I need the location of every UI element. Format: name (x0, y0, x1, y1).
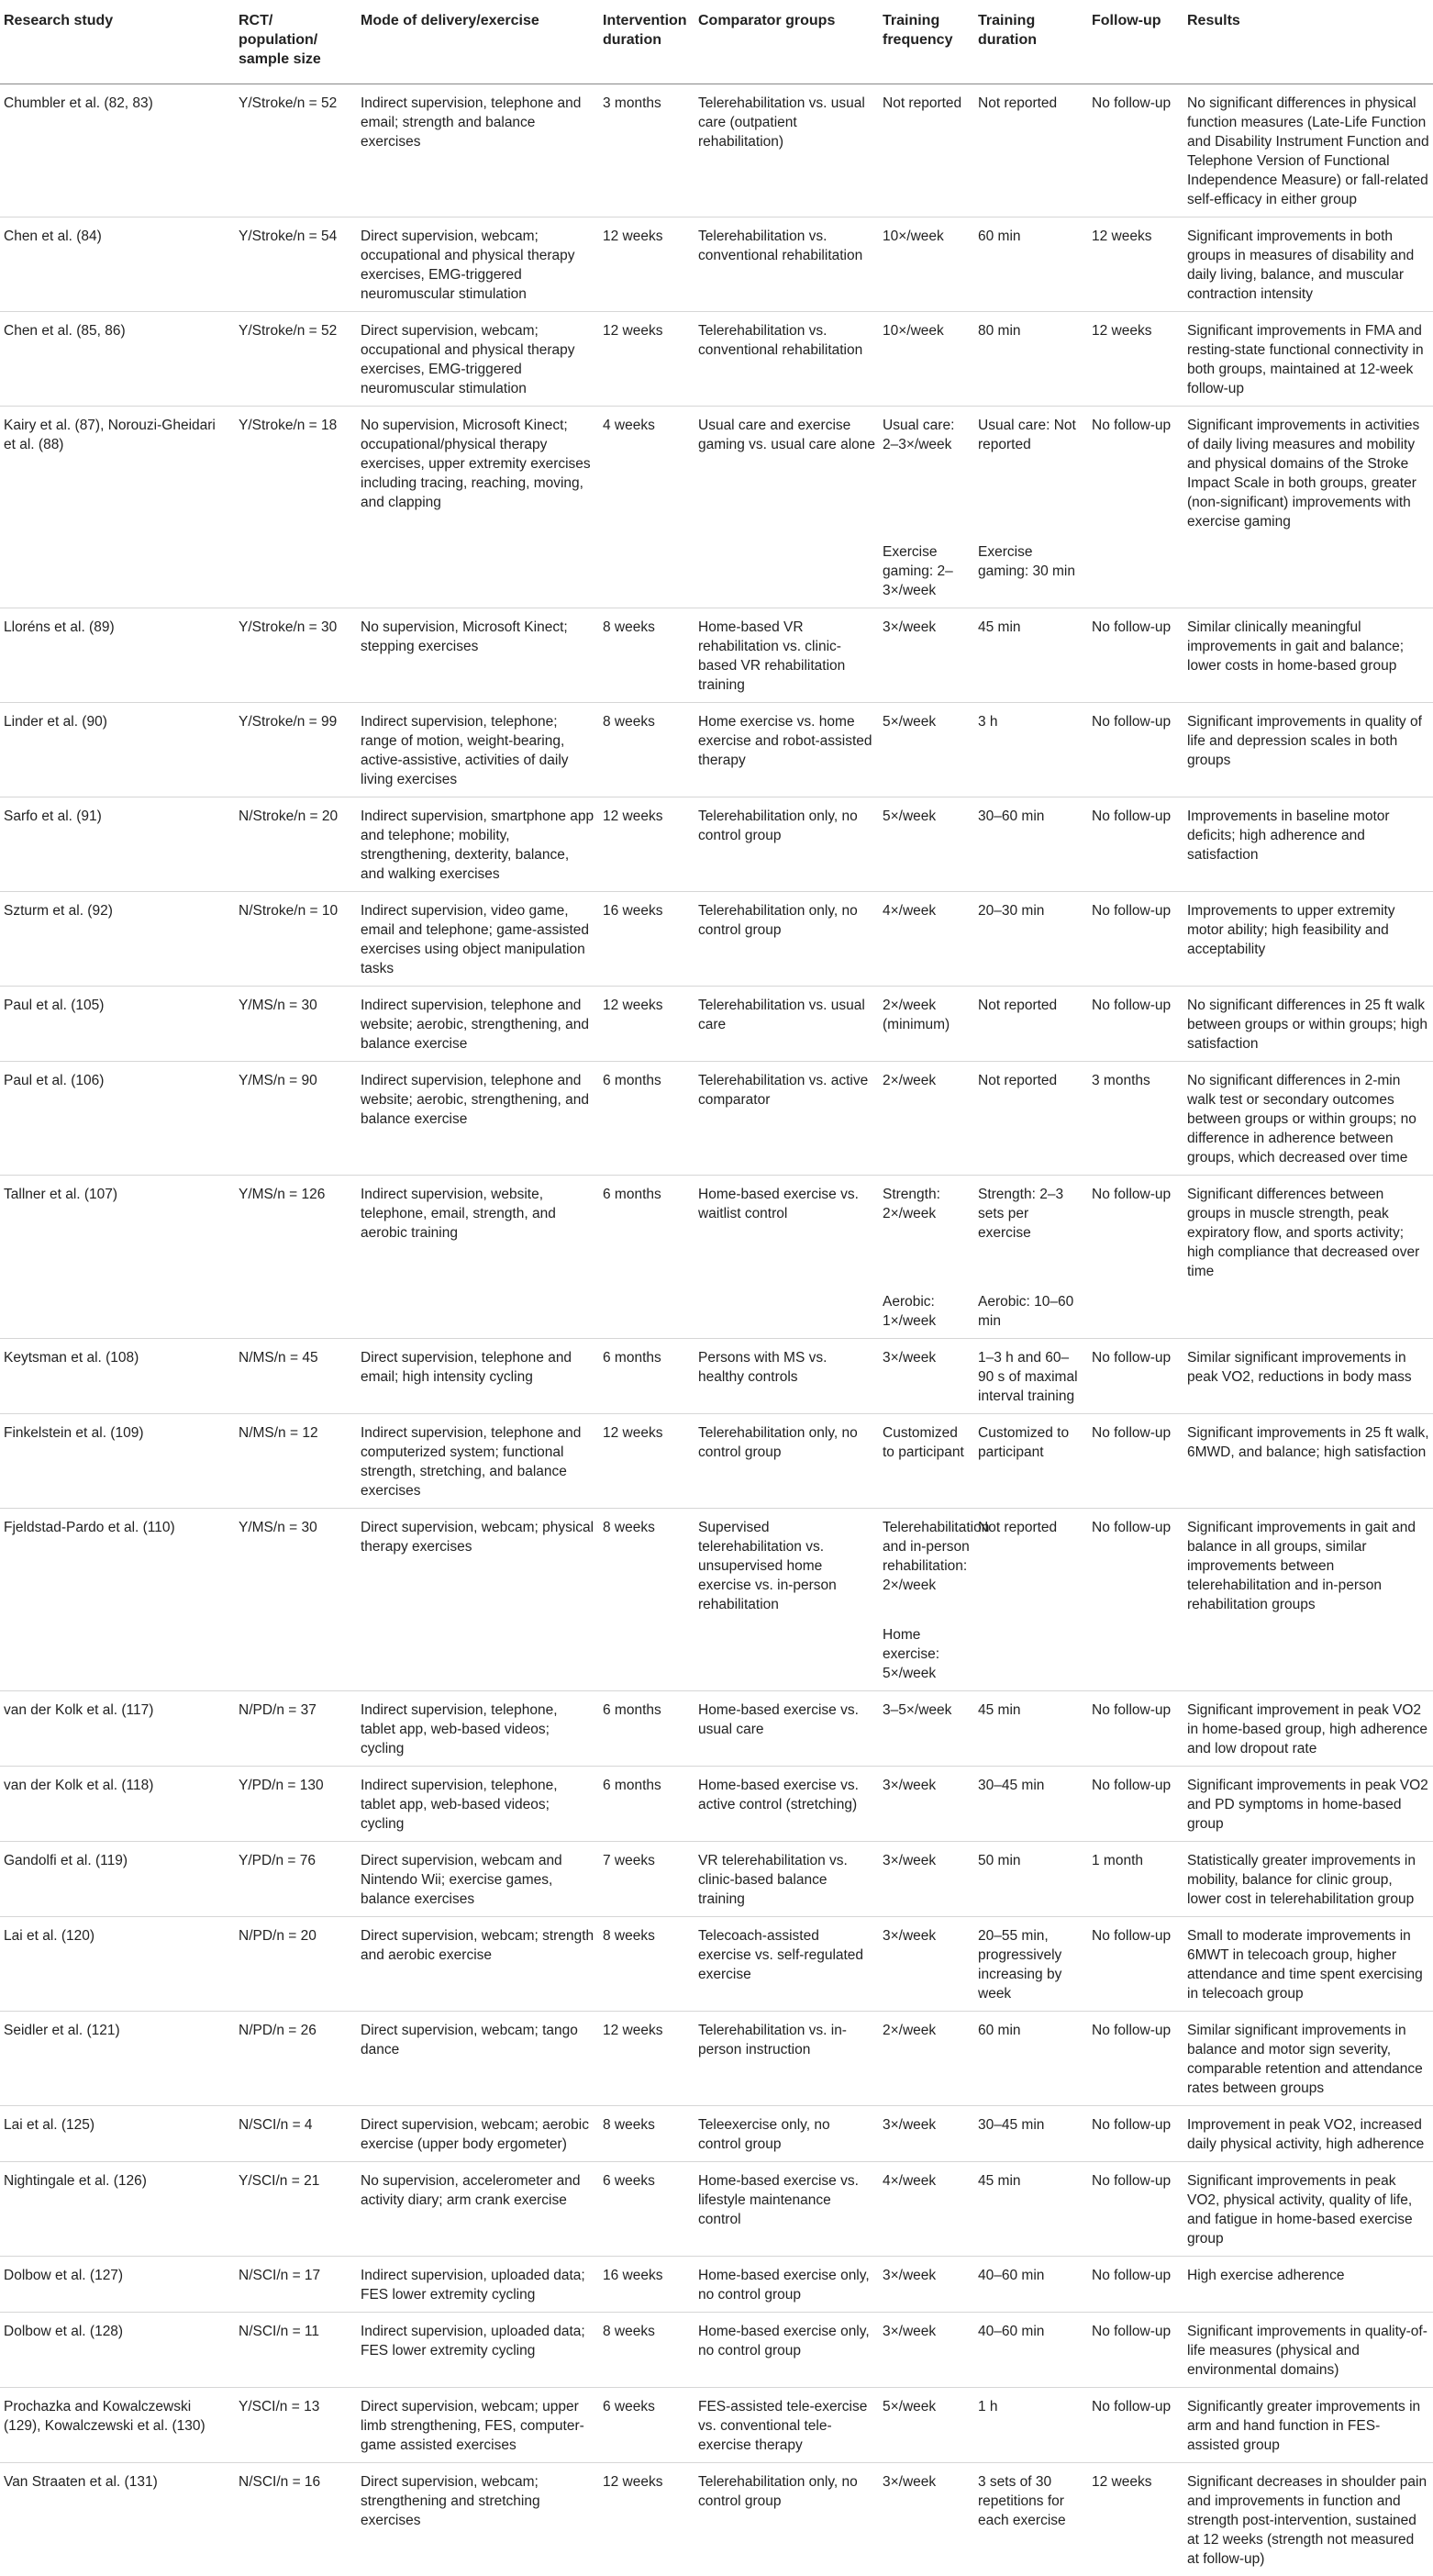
cell-rct-population: Y/Stroke/n = 30 (235, 608, 357, 703)
cell-intervention-duration: 8 weeks (599, 703, 694, 797)
cell-training-duration: 45 min (974, 1691, 1088, 1767)
cell-training-duration: Not reported (974, 1509, 1088, 1623)
cell-comparator-groups: Telerehabilitation vs. in-person instruction (694, 2012, 879, 2106)
cell-results: No significant differences in physical function measures (Late-Life Function and Disability Instrument Function and Telephone Version of Functional Independence Measure) or fall-related self-efficacy in either group (1183, 84, 1433, 217)
cell-rct-population: N/SCI/n = 16 (235, 2463, 357, 2576)
cell-comparator-groups (694, 539, 879, 608)
table-row (0, 84, 1433, 217)
cell-comparator-groups: Home-based exercise only, no control group (694, 2257, 879, 2313)
cell-follow-up: No follow-up (1088, 84, 1183, 217)
cell-study: Lloréns et al. (89) (0, 608, 235, 703)
cell-training-frequency: 3–5×/week (879, 1691, 974, 1767)
cell-comparator-groups (694, 1288, 879, 1339)
cell-study (0, 539, 235, 608)
cell-intervention-duration: 12 weeks (599, 2463, 694, 2576)
cell-intervention-duration: 6 weeks (599, 2388, 694, 2463)
cell-training-frequency: 5×/week (879, 2388, 974, 2463)
cell-training-frequency: Customized to participant (879, 1414, 974, 1509)
table-body (0, 84, 1433, 2576)
cell-training-duration: 1 h (974, 2388, 1088, 2463)
cell-follow-up: 12 weeks (1088, 2463, 1183, 2576)
cell-results: Significant decreases in shoulder pain and improvements in function and strength post-intervention, sustained at 12 weeks (strength not measured at follow-up) (1183, 2463, 1433, 2576)
cell-results: Significant improvements in peak VO2 and PD symptoms in home-based group (1183, 1767, 1433, 1842)
cell-study: Van Straaten et al. (131) (0, 2463, 235, 2576)
cell-study: Chen et al. (85, 86) (0, 312, 235, 407)
cell-rct-population: Y/SCI/n = 13 (235, 2388, 357, 2463)
cell-study: Lai et al. (125) (0, 2106, 235, 2162)
cell-follow-up: 12 weeks (1088, 217, 1183, 312)
cell-training-duration: 20–55 min, progressively increasing by week (974, 1917, 1088, 2012)
cell-mode-of-delivery: Indirect supervision, uploaded data; FES lower extremity cycling (357, 2257, 599, 2313)
cell-training-frequency: Telerehabilitation and in-person rehabilitation: 2×/week (879, 1509, 974, 1623)
cell-mode-of-delivery: Indirect supervision, website, telephone, email, strength, and aerobic training (357, 1176, 599, 1289)
cell-rct-population: N/Stroke/n = 20 (235, 797, 357, 892)
cell-comparator-groups: Supervised telerehabilitation vs. unsupervised home exercise vs. in-person rehabilitation (694, 1509, 879, 1623)
table-row (0, 2257, 1433, 2313)
cell-comparator-groups: Telecoach-assisted exercise vs. self-regulated exercise (694, 1917, 879, 2012)
cell-mode-of-delivery: Indirect supervision, telephone and computerized system; functional strength, stretching, and balance exercises (357, 1414, 599, 1509)
cell-follow-up: No follow-up (1088, 1339, 1183, 1414)
cell-intervention-duration: 16 weeks (599, 2257, 694, 2313)
cell-intervention-duration: 12 weeks (599, 987, 694, 1062)
table-row (0, 987, 1433, 1062)
cell-intervention-duration: 8 weeks (599, 2106, 694, 2162)
cell-study (0, 1288, 235, 1339)
cell-training-frequency: 5×/week (879, 797, 974, 892)
cell-study: van der Kolk et al. (118) (0, 1767, 235, 1842)
cell-follow-up: No follow-up (1088, 797, 1183, 892)
cell-training-frequency: 5×/week (879, 703, 974, 797)
cell-comparator-groups: Telerehabilitation vs. usual care (694, 987, 879, 1062)
cell-training-frequency: Exercise gaming: 2–3×/week (879, 539, 974, 608)
cell-mode-of-delivery: Direct supervision, webcam; strengthening and stretching exercises (357, 2463, 599, 2576)
col-header-comparator-groups: Comparator groups (694, 0, 879, 84)
cell-training-frequency: 3×/week (879, 2106, 974, 2162)
cell-training-frequency: Aerobic: 1×/week (879, 1288, 974, 1339)
table-row (0, 1767, 1433, 1842)
table-row (0, 2388, 1433, 2463)
cell-intervention-duration: 8 weeks (599, 1509, 694, 1623)
cell-mode-of-delivery: No supervision, accelerometer and activity diary; arm crank exercise (357, 2162, 599, 2257)
cell-results: Improvements to upper extremity motor ability; high feasibility and acceptability (1183, 892, 1433, 987)
cell-results: Improvement in peak VO2, increased daily physical activity, high adherence (1183, 2106, 1433, 2162)
cell-training-frequency: 3×/week (879, 1339, 974, 1414)
cell-training-duration: Not reported (974, 987, 1088, 1062)
cell-mode-of-delivery: Indirect supervision, smartphone app and telephone; mobility, strengthening, dexterity, balance, and walking exercises (357, 797, 599, 892)
cell-mode-of-delivery: Direct supervision, webcam; upper limb strengthening, FES, computer-game assisted exercises (357, 2388, 599, 2463)
col-header-training-frequency: Training frequency (879, 0, 974, 84)
cell-results: Significant improvements in gait and balance in all groups, similar improvements between telerehabilitation and in-person rehabilitation groups (1183, 1509, 1433, 1623)
cell-training-frequency: 3×/week (879, 1917, 974, 2012)
table-row (0, 1062, 1433, 1176)
cell-study: Finkelstein et al. (109) (0, 1414, 235, 1509)
cell-training-duration: Exercise gaming: 30 min (974, 539, 1088, 608)
cell-comparator-groups: Telerehabilitation only, no control group (694, 2463, 879, 2576)
table-row (0, 1414, 1433, 1509)
cell-follow-up: No follow-up (1088, 1509, 1183, 1623)
cell-mode-of-delivery: Indirect supervision, uploaded data; FES lower extremity cycling (357, 2313, 599, 2388)
cell-mode-of-delivery: Indirect supervision, telephone and email; strength and balance exercises (357, 84, 599, 217)
cell-results: Significant improvements in 25 ft walk, 6MWD, and balance; high satisfaction (1183, 1414, 1433, 1509)
cell-mode-of-delivery: Direct supervision, webcam; strength and aerobic exercise (357, 1917, 599, 2012)
cell-intervention-duration: 8 weeks (599, 608, 694, 703)
cell-training-duration: 30–45 min (974, 2106, 1088, 2162)
cell-results: No significant differences in 2-min walk test or secondary outcomes between groups or within groups; no difference in adherence between groups, which decreased over time (1183, 1062, 1433, 1176)
cell-intervention-duration: 8 weeks (599, 1917, 694, 2012)
cell-results: Significant improvement in peak VO2 in home-based group, high adherence and low dropout rate (1183, 1691, 1433, 1767)
col-header-mode-of-delivery: Mode of delivery/exercise (357, 0, 599, 84)
cell-training-frequency: Home exercise: 5×/week (879, 1622, 974, 1691)
cell-study (0, 1622, 235, 1691)
cell-mode-of-delivery (357, 1622, 599, 1691)
cell-study: Sarfo et al. (91) (0, 797, 235, 892)
cell-study: Tallner et al. (107) (0, 1176, 235, 1289)
table-row-continuation (0, 539, 1433, 608)
cell-rct-population (235, 1288, 357, 1339)
cell-mode-of-delivery: Direct supervision, webcam; occupational and physical therapy exercises, EMG-triggered neuromuscular stimulation (357, 312, 599, 407)
cell-rct-population (235, 539, 357, 608)
col-header-rct-population: RCT/ population/ sample size (235, 0, 357, 84)
cell-results: Significantly greater improvements in arm and hand function in FES-assisted group (1183, 2388, 1433, 2463)
cell-training-duration: Not reported (974, 84, 1088, 217)
cell-mode-of-delivery (357, 539, 599, 608)
cell-intervention-duration: 6 months (599, 1339, 694, 1414)
cell-follow-up: No follow-up (1088, 2257, 1183, 2313)
table-row (0, 217, 1433, 312)
cell-intervention-duration: 12 weeks (599, 312, 694, 407)
col-header-results: Results (1183, 0, 1433, 84)
cell-training-frequency: 10×/week (879, 312, 974, 407)
col-header-training-duration: Training duration (974, 0, 1088, 84)
table-row-continuation (0, 1288, 1433, 1339)
cell-follow-up: No follow-up (1088, 1767, 1183, 1842)
cell-comparator-groups: Home-based VR rehabilitation vs. clinic-based VR rehabilitation training (694, 608, 879, 703)
cell-follow-up: No follow-up (1088, 987, 1183, 1062)
table-row (0, 2106, 1433, 2162)
cell-mode-of-delivery: No supervision, Microsoft Kinect; occupational/physical therapy exercises, upper extremity exercises including tracing, reaching, moving, and clapping (357, 407, 599, 540)
cell-training-frequency: 3×/week (879, 1842, 974, 1917)
cell-training-duration: 45 min (974, 608, 1088, 703)
cell-mode-of-delivery: Direct supervision, webcam; physical therapy exercises (357, 1509, 599, 1623)
col-header-intervention-duration: Intervention duration (599, 0, 694, 84)
cell-training-duration: 30–60 min (974, 797, 1088, 892)
cell-results: Significant differences between groups in muscle strength, peak expiratory flow, and sports activity; high compliance that decreased over time (1183, 1176, 1433, 1289)
cell-training-duration: 40–60 min (974, 2257, 1088, 2313)
cell-training-frequency: 3×/week (879, 608, 974, 703)
cell-training-duration: Not reported (974, 1062, 1088, 1176)
cell-rct-population: Y/MS/n = 126 (235, 1176, 357, 1289)
cell-results (1183, 1288, 1433, 1339)
table-row-continuation (0, 1622, 1433, 1691)
cell-comparator-groups: Telerehabilitation only, no control group (694, 892, 879, 987)
cell-study: Linder et al. (90) (0, 703, 235, 797)
cell-mode-of-delivery: Direct supervision, webcam and Nintendo Wii; exercise games, balance exercises (357, 1842, 599, 1917)
cell-rct-population: Y/PD/n = 76 (235, 1842, 357, 1917)
cell-training-duration: 50 min (974, 1842, 1088, 1917)
cell-mode-of-delivery: Direct supervision, telephone and email; high intensity cycling (357, 1339, 599, 1414)
cell-comparator-groups: FES-assisted tele-exercise vs. conventional tele-exercise therapy (694, 2388, 879, 2463)
cell-intervention-duration: 6 months (599, 1176, 694, 1289)
cell-follow-up: No follow-up (1088, 2162, 1183, 2257)
cell-intervention-duration: 12 weeks (599, 217, 694, 312)
cell-mode-of-delivery: Indirect supervision, video game, email and telephone; game-assisted exercises using object manipulation tasks (357, 892, 599, 987)
col-header-follow-up: Follow-up (1088, 0, 1183, 84)
cell-results: Significant improvements in peak VO2, physical activity, quality of life, and fatigue in home-based exercise group (1183, 2162, 1433, 2257)
cell-results: Improvements in baseline motor deficits; high adherence and satisfaction (1183, 797, 1433, 892)
cell-training-duration: 1–3 h and 60–90 s of maximal interval training (974, 1339, 1088, 1414)
cell-follow-up: No follow-up (1088, 2106, 1183, 2162)
cell-training-duration: 60 min (974, 2012, 1088, 2106)
cell-rct-population: Y/Stroke/n = 54 (235, 217, 357, 312)
cell-intervention-duration (599, 1288, 694, 1339)
cell-training-frequency: 4×/week (879, 2162, 974, 2257)
table-row (0, 892, 1433, 987)
cell-comparator-groups: Telerehabilitation vs. conventional rehabilitation (694, 312, 879, 407)
cell-training-duration: 60 min (974, 217, 1088, 312)
cell-intervention-duration: 7 weeks (599, 1842, 694, 1917)
cell-rct-population: N/PD/n = 20 (235, 1917, 357, 2012)
cell-rct-population: N/PD/n = 37 (235, 1691, 357, 1767)
cell-study: Chumbler et al. (82, 83) (0, 84, 235, 217)
cell-mode-of-delivery: Indirect supervision, telephone; range of motion, weight-bearing, active-assistive, activities of daily living exercises (357, 703, 599, 797)
cell-training-duration: 40–60 min (974, 2313, 1088, 2388)
cell-intervention-duration: 3 months (599, 84, 694, 217)
cell-comparator-groups: Home-based exercise vs. waitlist control (694, 1176, 879, 1289)
cell-mode-of-delivery: No supervision, Microsoft Kinect; stepping exercises (357, 608, 599, 703)
cell-training-frequency: 10×/week (879, 217, 974, 312)
cell-intervention-duration: 6 months (599, 1691, 694, 1767)
cell-intervention-duration (599, 539, 694, 608)
cell-study: Keytsman et al. (108) (0, 1339, 235, 1414)
cell-comparator-groups: Persons with MS vs. healthy controls (694, 1339, 879, 1414)
table-row (0, 703, 1433, 797)
cell-study: Paul et al. (106) (0, 1062, 235, 1176)
table-row (0, 1842, 1433, 1917)
cell-study: van der Kolk et al. (117) (0, 1691, 235, 1767)
cell-intervention-duration: 6 months (599, 1767, 694, 1842)
cell-study: Kairy et al. (87), Norouzi-Gheidari et al. (88) (0, 407, 235, 540)
cell-rct-population: N/Stroke/n = 10 (235, 892, 357, 987)
table-row (0, 2313, 1433, 2388)
table-row (0, 1176, 1433, 1289)
cell-comparator-groups: Home-based exercise vs. active control (stretching) (694, 1767, 879, 1842)
table-row (0, 312, 1433, 407)
cell-mode-of-delivery: Direct supervision, webcam; occupational and physical therapy exercises, EMG-triggered neuromuscular stimulation (357, 217, 599, 312)
cell-training-frequency: Usual care: 2–3×/week (879, 407, 974, 540)
cell-comparator-groups: Home exercise vs. home exercise and robot-assisted therapy (694, 703, 879, 797)
cell-comparator-groups: Telerehabilitation only, no control group (694, 1414, 879, 1509)
cell-training-duration: 80 min (974, 312, 1088, 407)
cell-training-duration: 3 sets of 30 repetitions for each exercise (974, 2463, 1088, 2576)
cell-results: Similar significant improvements in balance and motor sign severity, comparable retention and attendance rates between groups (1183, 2012, 1433, 2106)
cell-results: High exercise adherence (1183, 2257, 1433, 2313)
cell-follow-up (1088, 1288, 1183, 1339)
cell-rct-population: N/SCI/n = 11 (235, 2313, 357, 2388)
cell-training-duration: 45 min (974, 2162, 1088, 2257)
cell-results: Similar clinically meaningful improvements in gait and balance; lower costs in home-based group (1183, 608, 1433, 703)
cell-study: Lai et al. (120) (0, 1917, 235, 2012)
cell-intervention-duration (599, 1622, 694, 1691)
cell-rct-population: Y/SCI/n = 21 (235, 2162, 357, 2257)
header-row (0, 0, 1433, 84)
cell-training-duration: Customized to participant (974, 1414, 1088, 1509)
cell-results: Significant improvements in FMA and resting-state functional connectivity in both groups, maintained at 12-week follow-up (1183, 312, 1433, 407)
cell-rct-population: N/SCI/n = 4 (235, 2106, 357, 2162)
cell-study: Gandolfi et al. (119) (0, 1842, 235, 1917)
cell-rct-population: N/PD/n = 26 (235, 2012, 357, 2106)
cell-follow-up: No follow-up (1088, 407, 1183, 540)
cell-rct-population: Y/Stroke/n = 52 (235, 312, 357, 407)
cell-follow-up: No follow-up (1088, 2012, 1183, 2106)
cell-intervention-duration: 6 weeks (599, 2162, 694, 2257)
cell-comparator-groups: Home-based exercise vs. usual care (694, 1691, 879, 1767)
col-header-research-study: Research study (0, 0, 235, 84)
cell-follow-up: 12 weeks (1088, 312, 1183, 407)
cell-comparator-groups: Telerehabilitation vs. active comparator (694, 1062, 879, 1176)
cell-study: Prochazka and Kowalczewski (129), Kowalczewski et al. (130) (0, 2388, 235, 2463)
cell-comparator-groups (694, 1622, 879, 1691)
table-row (0, 1339, 1433, 1414)
cell-follow-up (1088, 1622, 1183, 1691)
table-row (0, 407, 1433, 540)
cell-mode-of-delivery (357, 1288, 599, 1339)
cell-training-duration: 30–45 min (974, 1767, 1088, 1842)
cell-rct-population: Y/MS/n = 30 (235, 987, 357, 1062)
cell-results (1183, 1622, 1433, 1691)
cell-results: Significant improvements in activities of daily living measures and mobility and physical domains of the Stroke Impact Scale in both groups, greater (non-significant) improvements with exercise gaming (1183, 407, 1433, 540)
cell-follow-up: No follow-up (1088, 1917, 1183, 2012)
cell-training-duration (974, 1622, 1088, 1691)
cell-training-duration: Aerobic: 10–60 min (974, 1288, 1088, 1339)
cell-training-frequency: 2×/week (879, 2012, 974, 2106)
table-row (0, 608, 1433, 703)
cell-study: Fjeldstad-Pardo et al. (110) (0, 1509, 235, 1623)
cell-follow-up: No follow-up (1088, 892, 1183, 987)
cell-comparator-groups: Home-based exercise vs. lifestyle maintenance control (694, 2162, 879, 2257)
cell-intervention-duration: 4 weeks (599, 407, 694, 540)
cell-follow-up: No follow-up (1088, 608, 1183, 703)
cell-rct-population: N/MS/n = 45 (235, 1339, 357, 1414)
cell-study: Seidler et al. (121) (0, 2012, 235, 2106)
cell-mode-of-delivery: Direct supervision, webcam; aerobic exercise (upper body ergometer) (357, 2106, 599, 2162)
cell-rct-population: N/SCI/n = 17 (235, 2257, 357, 2313)
cell-results (1183, 539, 1433, 608)
cell-rct-population: Y/PD/n = 130 (235, 1767, 357, 1842)
cell-study: Chen et al. (84) (0, 217, 235, 312)
cell-rct-population: Y/MS/n = 90 (235, 1062, 357, 1176)
cell-mode-of-delivery: Indirect supervision, telephone and website; aerobic, strengthening, and balance exercise (357, 1062, 599, 1176)
cell-intervention-duration: 12 weeks (599, 2012, 694, 2106)
cell-training-frequency: Not reported (879, 84, 974, 217)
cell-training-frequency: 3×/week (879, 2257, 974, 2313)
cell-comparator-groups: Telerehabilitation only, no control group (694, 797, 879, 892)
cell-training-frequency: 4×/week (879, 892, 974, 987)
table-row (0, 2012, 1433, 2106)
cell-follow-up: No follow-up (1088, 2388, 1183, 2463)
cell-follow-up (1088, 539, 1183, 608)
cell-comparator-groups: Home-based exercise only, no control group (694, 2313, 879, 2388)
cell-study: Nightingale et al. (126) (0, 2162, 235, 2257)
cell-rct-population: N/MS/n = 12 (235, 1414, 357, 1509)
cell-results: Significant improvements in quality-of-life measures (physical and environmental domains) (1183, 2313, 1433, 2388)
cell-rct-population (235, 1622, 357, 1691)
table-row (0, 1509, 1433, 1623)
cell-results: Significant improvements in quality of life and depression scales in both groups (1183, 703, 1433, 797)
cell-results: Significant improvements in both groups in measures of disability and daily living, balance, and muscular contraction intensity (1183, 217, 1433, 312)
cell-training-frequency: 3×/week (879, 1767, 974, 1842)
cell-training-duration: 20–30 min (974, 892, 1088, 987)
cell-results: Statistically greater improvements in mobility, balance for clinic group, lower cost in telerehabilitation group (1183, 1842, 1433, 1917)
cell-follow-up: 1 month (1088, 1842, 1183, 1917)
cell-intervention-duration: 8 weeks (599, 2313, 694, 2388)
cell-results: No significant differences in 25 ft walk between groups or within groups; high satisfaction (1183, 987, 1433, 1062)
cell-follow-up: No follow-up (1088, 2313, 1183, 2388)
cell-comparator-groups: Telerehabilitation vs. conventional rehabilitation (694, 217, 879, 312)
cell-training-frequency: 3×/week (879, 2313, 974, 2388)
cell-comparator-groups: Usual care and exercise gaming vs. usual care alone (694, 407, 879, 540)
cell-mode-of-delivery: Indirect supervision, telephone, tablet app, web-based videos; cycling (357, 1767, 599, 1842)
cell-training-frequency: 2×/week (minimum) (879, 987, 974, 1062)
cell-rct-population: Y/Stroke/n = 52 (235, 84, 357, 217)
table-row (0, 2463, 1433, 2576)
cell-follow-up: No follow-up (1088, 1691, 1183, 1767)
cell-mode-of-delivery: Indirect supervision, telephone and website; aerobic, strengthening, and balance exercise (357, 987, 599, 1062)
cell-comparator-groups: VR telerehabilitation vs. clinic-based balance training (694, 1842, 879, 1917)
cell-mode-of-delivery: Direct supervision, webcam; tango dance (357, 2012, 599, 2106)
cell-study: Dolbow et al. (127) (0, 2257, 235, 2313)
cell-intervention-duration: 12 weeks (599, 797, 694, 892)
table-row (0, 1917, 1433, 2012)
cell-study: Szturm et al. (92) (0, 892, 235, 987)
cell-intervention-duration: 6 months (599, 1062, 694, 1176)
cell-results: Small to moderate improvements in 6MWT in telecoach group, higher attendance and time spent exercising in telecoach group (1183, 1917, 1433, 2012)
cell-follow-up: No follow-up (1088, 703, 1183, 797)
cell-training-duration: 3 h (974, 703, 1088, 797)
cell-intervention-duration: 16 weeks (599, 892, 694, 987)
cell-study: Paul et al. (105) (0, 987, 235, 1062)
cell-rct-population: Y/Stroke/n = 99 (235, 703, 357, 797)
cell-rct-population: Y/MS/n = 30 (235, 1509, 357, 1623)
cell-comparator-groups: Telerehabilitation vs. usual care (outpatient rehabilitation) (694, 84, 879, 217)
cell-training-frequency: Strength: 2×/week (879, 1176, 974, 1289)
cell-follow-up: 3 months (1088, 1062, 1183, 1176)
table-row (0, 1691, 1433, 1767)
cell-follow-up: No follow-up (1088, 1414, 1183, 1509)
cell-training-frequency: 3×/week (879, 2463, 974, 2576)
cell-training-frequency: 2×/week (879, 1062, 974, 1176)
cell-training-duration: Usual care: Not reported (974, 407, 1088, 540)
cell-rct-population: Y/Stroke/n = 18 (235, 407, 357, 540)
cell-study: Dolbow et al. (128) (0, 2313, 235, 2388)
cell-training-duration: Strength: 2–3 sets per exercise (974, 1176, 1088, 1289)
cell-follow-up: No follow-up (1088, 1176, 1183, 1289)
table-row (0, 2162, 1433, 2257)
cell-comparator-groups: Teleexercise only, no control group (694, 2106, 879, 2162)
cell-results: Similar significant improvements in peak VO2, reductions in body mass (1183, 1339, 1433, 1414)
cell-mode-of-delivery: Indirect supervision, telephone, tablet app, web-based videos; cycling (357, 1691, 599, 1767)
cell-intervention-duration: 12 weeks (599, 1414, 694, 1509)
table-row (0, 797, 1433, 892)
